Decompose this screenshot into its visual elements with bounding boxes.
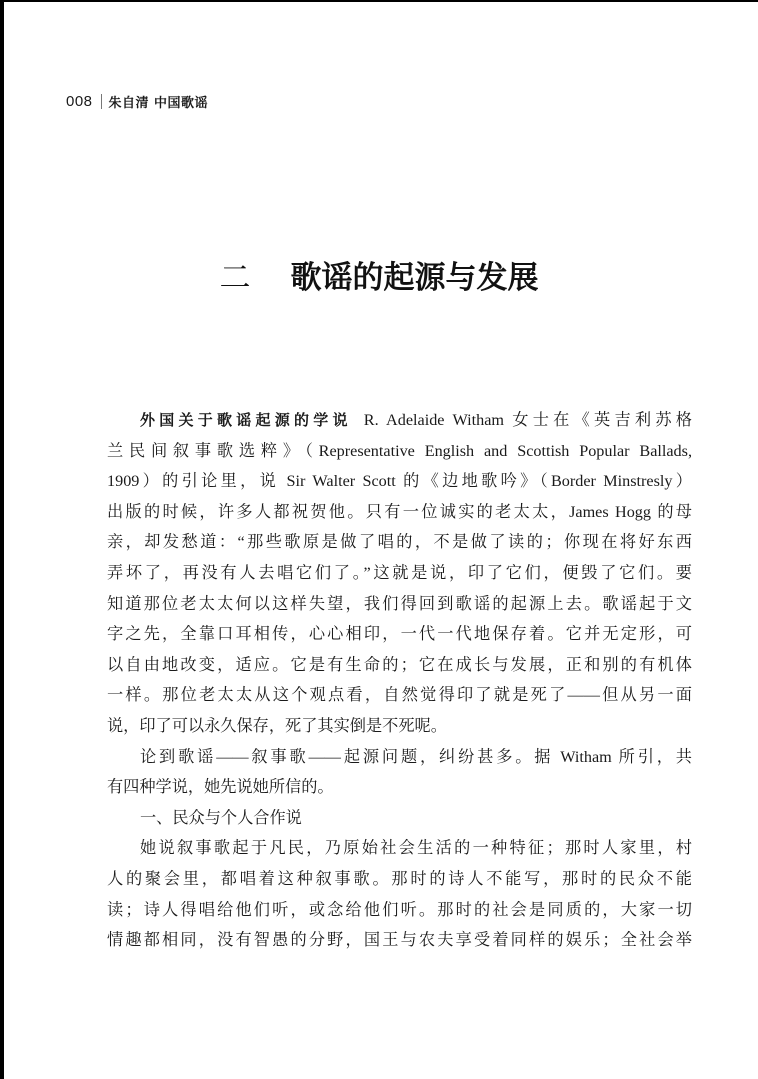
chapter-number: 二 — [219, 260, 251, 296]
page-number: 008 — [66, 92, 93, 110]
text-line: 情趣都相同，没有智愚的分野，国王与农夫享受着同样的娱乐；全社会举 — [107, 931, 692, 950]
text-line: 说，印了可以永久保存，死了其实倒是不死呢。 — [107, 716, 447, 735]
body-text — [107, 405, 692, 956]
running-head — [66, 89, 208, 113]
text-line: 一样。那位老太太从这个观点看，自然觉得印了就是死了——但从另一面 — [107, 686, 692, 705]
text-line: 论到歌谣——叙事歌——起源问题，纠纷甚多。据 Witham 所引，共 — [140, 747, 692, 766]
text-line: 外国关于歌谣起源的学说 R. Adelaide Witham 女士在《英吉利苏格 — [140, 411, 692, 429]
header-divider — [101, 94, 102, 109]
chapter-heading — [0, 252, 758, 297]
chapter-title: 歌谣的起源与发展 — [290, 260, 539, 296]
text-line: 人的聚会里，都唱着这种叙事歌。那时的诗人不能写，那时的民众不能 — [107, 869, 692, 888]
section-lead: 外国关于歌谣起源的学说 — [140, 411, 352, 429]
subsection-heading: 一、民众与个人合作说 — [140, 808, 302, 827]
text-line: 弄坏了，再没有人去唱它们了。”这就是说，印了它们，便毁了它们。要 — [107, 563, 692, 582]
text-line: 有四种学说，她先说她所信的。 — [107, 778, 334, 797]
text-line: 亲，却发愁道：“那些歌原是做了唱的，不是做了读的；你现在将好东西 — [107, 533, 692, 552]
scan-edge-left — [0, 0, 4, 1079]
text-line: 1909）的引论里，说 Sir Walter Scott 的《边地歌吟》（Border Minstresly） — [107, 472, 692, 491]
text-line: 读；诗人得唱给他们听，或念给他们听。那时的社会是同质的，大家一切 — [107, 900, 692, 919]
scan-edge-top — [0, 0, 758, 2]
text-line: 字之先，全靠口耳相传，心心相印，一代一代地保存着。它并无定形，可 — [107, 625, 692, 644]
text-line: 以自由地改变，适应。它是有生命的；它在成长与发展，正和别的有机体 — [107, 655, 692, 674]
book-title: 朱自清 中国歌谣 — [108, 95, 209, 111]
text-line: 她说叙事歌起于凡民，乃原始社会生活的一种特征；那时人家里，村 — [140, 839, 692, 858]
text-line: 知道那位老太太何以这样失望，我们得回到歌谣的起源上去。歌谣起于文 — [107, 594, 692, 613]
text-line: 兰民间叙事歌选粹》（Representative English and Scottish Popular Ballads, — [107, 441, 692, 460]
text-line: 出版的时候，许多人都祝贺他。只有一位诚实的老太太，James Hogg 的母 — [107, 502, 692, 521]
